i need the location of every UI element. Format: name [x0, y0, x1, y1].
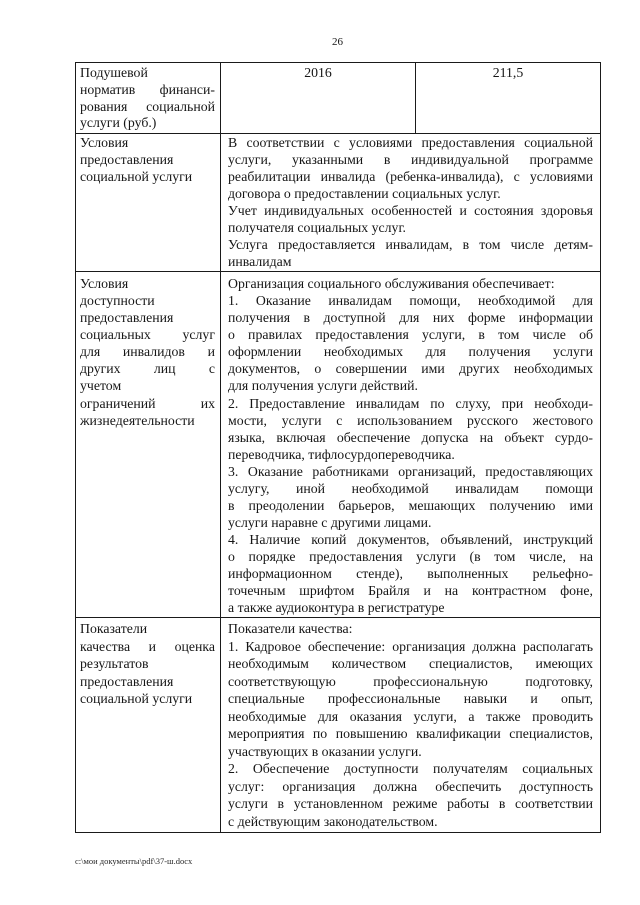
text-line: Показатели: [80, 621, 148, 637]
text-line: предоставления: [80, 673, 174, 689]
text-line: в преодолении барьеров, мешающих получению ими: [228, 497, 593, 513]
row-label-cell: [76, 618, 221, 833]
text-line: для получения услуги действий.: [228, 378, 418, 394]
row-label-text: [80, 275, 215, 428]
text-line: Условия: [80, 135, 129, 151]
text-line: с действующим законодательством.: [228, 813, 438, 829]
text-line: 1. Оказание инвалидам помощи, необходимой для: [228, 293, 593, 309]
paragraph: [228, 236, 593, 270]
paragraph: [228, 275, 593, 292]
paragraph: [228, 463, 593, 531]
table-row-per-capita-standard: [76, 63, 601, 134]
table-row-service-conditions: [76, 134, 601, 272]
text-line: оформлении необходимых для получения услуги: [228, 344, 593, 360]
text-line: результатов: [80, 656, 149, 672]
text-line: жизнедеятельности: [80, 412, 195, 428]
text-line: договора о предоставлении социальных услуг.: [228, 186, 501, 202]
text-line: социальной услуги: [80, 169, 193, 185]
text-line: для инвалидов и: [80, 344, 215, 360]
row-content-text: [228, 134, 593, 270]
text-line: языка, включая обеспечение допуска на объект сурдо-: [228, 429, 593, 445]
text-line: документов, о совершении ими других необходимых: [228, 361, 593, 377]
text-line: соответствующую профессиональную подготовку,: [228, 673, 593, 689]
text-line: необходимые для оказания услуги, а также проводить: [228, 708, 593, 724]
text-line: социальной услуги: [80, 691, 193, 707]
text-line: а также аудиоконтура в регистратуре: [228, 600, 445, 616]
year-cell: [221, 63, 416, 134]
text-line: доступности: [80, 293, 155, 309]
text-line: инвалидам: [228, 254, 292, 270]
row-label-text: [80, 620, 215, 708]
text-line: Учет индивидуальных особенностей и состояния здоровья: [228, 203, 593, 219]
service-conditions-table: [75, 62, 601, 833]
text-line: мероприятия по повышению квалификации специалистов,: [228, 726, 593, 742]
amount-value: 211,5: [492, 65, 524, 80]
text-line: Показатели качества:: [228, 621, 353, 637]
text-line: Организация социального обслуживания обеспечивает:: [228, 276, 555, 292]
text-line: услугу, иной необходимой инвалидам помощи: [228, 480, 593, 496]
paragraph: [80, 275, 215, 428]
paragraph: [228, 292, 593, 394]
row-label-text: [80, 134, 215, 185]
paragraph: [228, 202, 593, 236]
row-content-cell: [221, 618, 601, 833]
table-row-accessibility-conditions: [76, 272, 601, 618]
text-line: получателя социальных услуг.: [228, 220, 406, 236]
text-line: мости, услуги с использованием русского жестового: [228, 412, 593, 428]
text-line: реабилитации инвалида (ребенка-инвалида), с условиями: [228, 169, 593, 185]
text-line: 2. Обеспечение доступности получателям социальных: [228, 761, 593, 777]
paragraph: [80, 65, 215, 132]
text-line: ограничений их: [80, 395, 215, 411]
text-line: точечным шрифтом Брайля и на контрастном фоне,: [228, 583, 593, 599]
text-line: участвующих в оказании услуги.: [228, 743, 422, 759]
page-number: 26: [332, 36, 343, 48]
text-line: информационном стенде), выполненных рельефно-: [228, 565, 593, 581]
row-label-cell: [76, 63, 221, 134]
text-line: о правилах предоставления услуги, в том числе об: [228, 327, 593, 343]
text-line: необходимым количеством специалистов, имеющих: [228, 656, 593, 672]
text-line: услуги в установленном режиме работы в соответствии: [228, 796, 593, 812]
text-line: рования социальной: [80, 98, 215, 114]
file-path-footer: c:\мои документы\pdf\37-ш.docx: [75, 856, 193, 866]
row-label-text: [80, 65, 215, 132]
text-line: услуги наравне с другими лицами.: [228, 514, 432, 530]
row-label-cell: [76, 272, 221, 618]
paragraph: [80, 134, 215, 185]
text-line: получения в доступной для них форме информации: [228, 310, 593, 326]
text-line: Подушевой: [80, 65, 148, 80]
row-content-cell: [221, 272, 601, 618]
text-line: В соответствии с условиями предоставления социальной: [228, 135, 593, 151]
paragraph: [228, 620, 593, 638]
text-line: услуги (руб.): [80, 115, 157, 131]
paragraph: [228, 134, 593, 202]
paragraph: [228, 760, 593, 830]
row-content-text: [228, 275, 593, 616]
text-line: норматив финанси-: [80, 81, 215, 97]
table-row-quality-indicators: [76, 618, 601, 833]
amount-cell: [416, 63, 601, 134]
paragraph: [228, 395, 593, 463]
text-line: 3. Оказание работниками организаций, предоставляющих: [228, 463, 593, 479]
text-line: учетом: [80, 378, 122, 394]
row-content-text: [228, 620, 593, 830]
text-line: о порядке предоставления услуги (в том числе, на: [228, 548, 593, 564]
text-line: специальные профессиональные навыки и опыт,: [228, 691, 593, 707]
text-line: услуг: организация должна обеспечить доступность: [228, 778, 593, 794]
paragraph: [228, 531, 593, 616]
text-line: 1. Кадровое обеспечение: организация должна располагать: [228, 638, 593, 654]
text-line: услуги, указанными в индивидуальной программе: [228, 152, 593, 168]
text-line: 4. Наличие копий документов, объявлений, инструкций: [228, 531, 593, 547]
text-line: предоставления: [80, 310, 174, 326]
paragraph: [80, 620, 215, 708]
paragraph: [228, 638, 593, 761]
text-line: Условия: [80, 276, 129, 292]
text-line: других лиц с: [80, 361, 215, 377]
row-content-cell: [221, 134, 601, 272]
text-line: качества и оценка: [80, 638, 215, 654]
text-line: 2. Предоставление инвалидам по слуху, при необходи-: [228, 395, 593, 411]
text-line: социальных услуг: [80, 327, 215, 343]
text-line: Услуга предоставляется инвалидам, в том числе детям-: [228, 237, 593, 253]
row-label-cell: [76, 134, 221, 272]
year-value: 2016: [304, 65, 332, 80]
text-line: переводчика, тифлосурдопереводчика.: [228, 446, 455, 462]
text-line: предоставления: [80, 152, 174, 168]
